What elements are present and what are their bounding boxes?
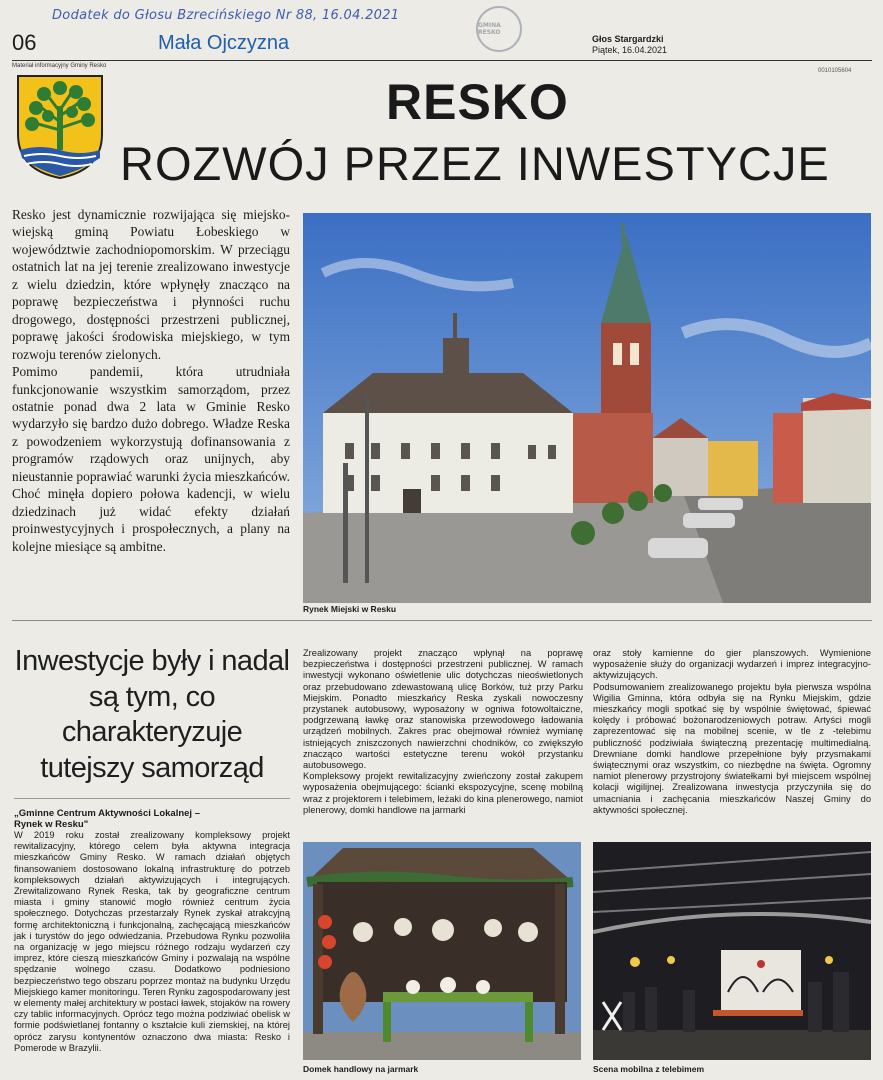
article-paragraph: oraz stoły kamienne do gier planszowych. Wymienione wyposażenie służy do organizacji wydarzeń i imprez integracyjno-aktywizujących. bbox=[593, 648, 871, 681]
pull-quote: Inwestycje były i nadal są tym, co charakteryzuje tutejszy samorząd bbox=[14, 645, 290, 784]
material-label: Materiał informacyjny Gminy Resko bbox=[12, 63, 107, 69]
tree-crest-icon bbox=[14, 72, 106, 180]
article-column-middle bbox=[303, 648, 583, 816]
article-paragraph: W 2019 roku został zrealizowany kompleksowy projekt rewitalizacyjny, którego celem była aktywna integracja mieszkańców Gminy Resko. W ramach działań objętych finansowaniem dostosowano lokalną infrastrukturę do potrzeb kompleksowych działań aktywizujących i integrujących. Zrewitalizowano Rynek Reska, tak by geograficzne centrum miasta i gminy stanowić mogło również centrum życia społecznego. Dotychczas przestarzały Rynek zyskał atrakcyjną formę architektoniczną i funkcjonalną, zachęcającą mieszkańców jak i turystów do jego odwiedzania. Przebudowa Rynku pozwoliła na organizację w jego miejscu różnego rodzaju wydarzeń czy imprez, które cieszą mieszkańców Gminy i pozwalają na wspólne spędzanie wolnego czasu. Dodatkowo podniesiono bezpieczeństwo tego obszaru poprzez montaż na budynku Urzędu Miejskiego kamer monitoringu. Teren Rynku zagospodarowany jest w elementy małej architektury w postaci ławek, stojaków na rowery czy tablic informacyjnych. Oprócz tego można podziwiać obelisk w formie podświetlanej fontanny o kształcie kuli ziemskiej, na której oprócz zarysu kontynentów oznaczono dwa miasta: Resko i Pomerode w Brazylii. bbox=[14, 830, 290, 1053]
intro-paragraph: Resko jest dynamicznie rozwijająca się miejsko-wiejską gminą Powiatu Łobeskiego w województwie zachodniopomorskim. W przeciągu ostatnich lat na jej terenie zrealizowano inwestycje z wielu dziedzin, które wpłynęły znacząco na poprawę bezpieczeństwa i płynności ruchu drogowego, dostępności przestrzeni publicznej, poprawę jakości środowiska miejskiego, w tym rozwoju terenów zielonych. bbox=[12, 207, 290, 362]
intro-text bbox=[12, 206, 290, 555]
photo-caption: Scena mobilna z telebimem bbox=[593, 1064, 705, 1074]
stamp-icon: GMINA RESKO bbox=[476, 6, 522, 52]
article-subheading: „Gminne Centrum Aktywności Lokalnej – Rynek w Resku" bbox=[14, 808, 200, 830]
article-column-left bbox=[14, 830, 290, 1054]
article-column-right bbox=[593, 648, 871, 816]
ad-code: 0010105604 bbox=[818, 68, 852, 74]
mobile-stage-photo bbox=[593, 842, 871, 1060]
handwritten-note: Dodatek do Głosu Bzrecińskiego Nr 88, 16.04.2021 bbox=[52, 8, 400, 23]
page-number: 06 bbox=[12, 30, 37, 55]
page-subtitle: ROZWÓJ PRZEZ INWESTYCJE bbox=[120, 137, 830, 190]
page-title: RESKO bbox=[386, 74, 569, 130]
article-paragraph: Zrealizowany projekt znacząco wpłynął na poprawę bezpieczeństwa i dostępności przestrzeni publicznej. W ramach inwestycji wykonano oświetlenie ulic dotychczas nieoświetlonych oraz przebudowano zdewastowaną ulicę Borków, tuż przy Parku Miejskim. Ponadto mieszkańcy Reska zyskali nowoczesny przystanek autobusowy, wyposażony w ogniwa fotowoltaiczne, podgrzewaną ławkę oraz stanowiska przewodowego ładowania urządzeń mobilnych. Zakres prac obejmował również wymianę istniejących zniszczonych nawierzchni chodników, co zwiększyło znacząco wartości estetyczne terenu wokół przystanku autobusowego. bbox=[303, 648, 583, 771]
photo-caption: Rynek Miejski w Resku bbox=[303, 604, 397, 614]
article-paragraph: Kompleksowy projekt rewitalizacyjny zwieńczony został zakupem wyposażenia obejmującego: ścianki ekspozycyjne, scenę mobilną wraz z projektorem i telebimem, leżaki do kina plenerowego, namiot plenerowy, domki handlowe na jarmarki bbox=[303, 771, 583, 815]
issue-date: Piątek, 16.04.2021 bbox=[592, 45, 668, 55]
photo-caption: Domek handlowy na jarmark bbox=[303, 1064, 419, 1074]
market-square-photo bbox=[303, 213, 871, 603]
article-paragraph: Podsumowaniem zrealizowanego projektu była pierwsza wspólna Wigilia Gminna, która odbyła się na Rynku Miejskim, gdzie mieszkańcy mogli spotkać się by wspólnie świętować, śpiewać kolędy i próbować bożonarodzeniowych potraw. Artyści mogli zaprezentować się na mobilnej scenie, w tle z -telebimu publiczność podziwiała świąteczną prezentację multimedialną. Drewniane domki handlowe przepełnione były przysmakami świątecznymi oraz wszystkim, co niezbędne na święta. Ogromny namiot plenerowy przystrojony światełkami był miejscem wspólnej kolacji wigilijnej. Zrealizowana inwestycja przyczyniła się do umacniania i zachęcania mieszkańców Naszej Gminy do aktywności społecznej. bbox=[593, 681, 871, 815]
section-name: Mała Ojczyzna bbox=[158, 32, 290, 54]
quote-divider bbox=[14, 798, 290, 799]
newspaper-name: Głos Stargardzki bbox=[592, 34, 664, 44]
intro-paragraph: Pomimo pandemii, która utrudniała funkcjonowanie wszystkim samorządom, przez ostatnie ponad dwa 2 lata w Gminie Resko wydarzyło się bardzo dużo dobrego. Władze Reska z powodzeniem wykorzystują dofinansowania z programów rządowych oraz unijnych, aby nieustannie poprawiać warunki życia mieszkańców. Choć minęła dopiero połowa kadencji, w wielu dziedzinach już widać efekty działań proinwestycyjnych i prospołecznych, a plany na kolejne miesiące są ambitne. bbox=[12, 364, 290, 554]
market-stall-photo bbox=[303, 842, 581, 1060]
section-divider bbox=[12, 620, 872, 621]
header-divider bbox=[12, 60, 872, 61]
